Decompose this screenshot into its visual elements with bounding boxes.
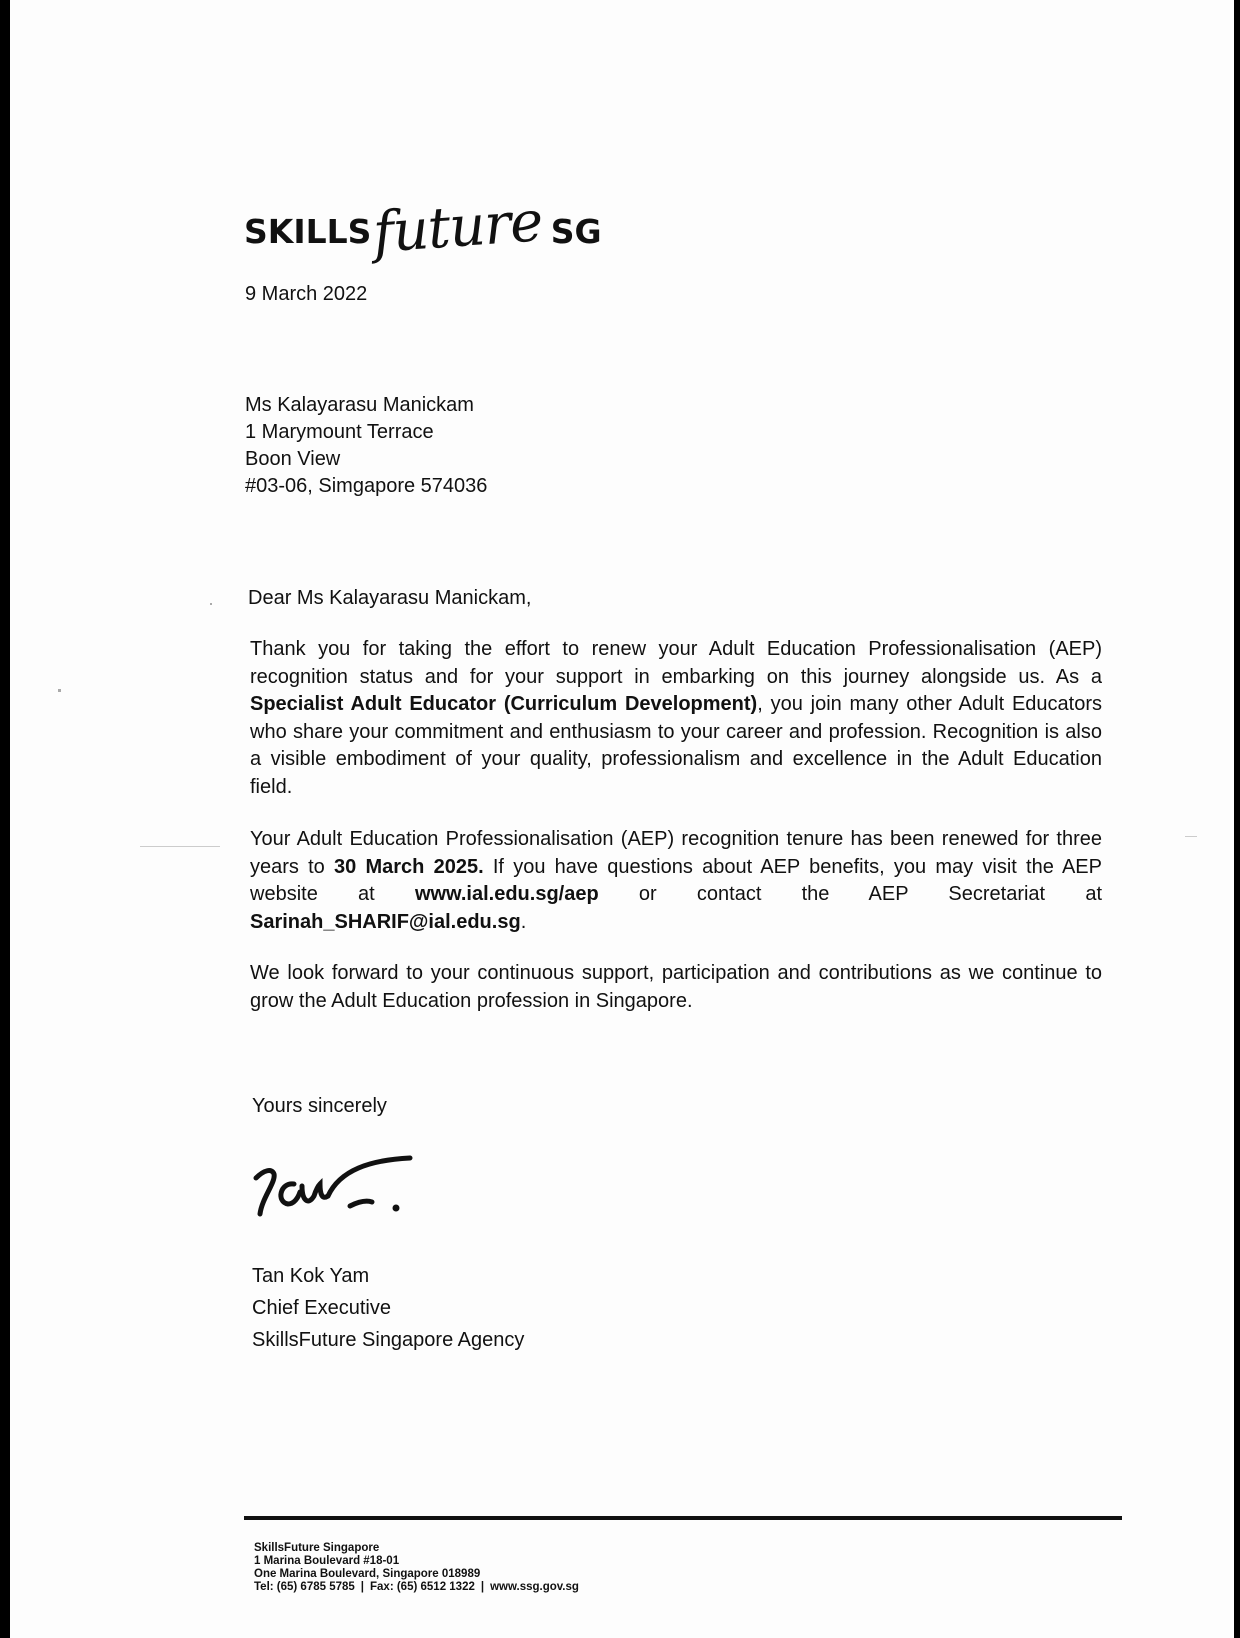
scan-speck	[1185, 836, 1197, 837]
signatory-block	[252, 1260, 524, 1356]
logo-skills-text: SKILLS	[244, 212, 372, 251]
salutation: Dear Ms Kalayarasu Manickam,	[248, 587, 532, 609]
p1-text-a: Thank you for taking the effort to renew your Adult Education Professionalisation (AEP) recognition status and for your support in embarking on this journey alongside us. As a	[250, 638, 1102, 688]
footer-separator: |	[480, 1581, 485, 1593]
footer-fax: Fax: (65) 6512 1322	[370, 1581, 475, 1593]
signatory-title: Chief Executive	[252, 1297, 391, 1319]
footer-address-line2: One Marina Boulevard, Singapore 018989	[254, 1568, 481, 1580]
p2-expiry-date: 30 March 2025.	[334, 855, 484, 878]
logo-sg-text: SG	[550, 212, 602, 251]
paragraph-closing: We look forward to your continuous support, participation and contributions as we continue to grow the Adult Education profession in Singapore.	[250, 962, 1102, 1012]
letterhead-footer	[254, 1542, 579, 1594]
logo-future-script: future	[371, 189, 545, 266]
aep-website-link[interactable]: www.ial.edu.sg/aep	[414, 883, 599, 905]
recipient-address-line3: #03-06, Simgapore 574036	[245, 475, 488, 497]
signatory-name: Tan Kok Yam	[252, 1265, 370, 1287]
footer-tel: Tel: (65) 6785 5785	[254, 1581, 355, 1593]
aep-secretariat-email-link[interactable]: Sarinah_SHARIF@ial.edu.sg	[250, 910, 521, 933]
p1-text-b: , you join many other Adult Educators who share your commitment and enthusiasm to your career and profession. Recognition is also a visible embodiment of your quality, professionalism and excellence in the Adult Education field.	[250, 693, 1102, 798]
recipient-address-line2: Boon View	[245, 448, 341, 470]
handwritten-signature	[250, 1140, 425, 1230]
p2-text-a: Your Adult Education Professionalisation (AEP) recognition tenure has been renewed for three years to	[250, 828, 1102, 878]
skillsfuture-sg-logo	[244, 176, 602, 266]
p2-text-b: If you have questions about AEP benefits, you may visit the AEP website at	[250, 855, 1102, 905]
p1-designation: Specialist Adult Educator (Curriculum Development)	[250, 693, 758, 715]
letter-date: 9 March 2022	[245, 283, 368, 305]
footer-divider	[244, 1516, 1122, 1520]
footer-org: SkillsFuture Singapore	[254, 1542, 380, 1554]
recipient-address	[245, 392, 487, 500]
letter-page	[10, 0, 1234, 1638]
signatory-organisation: SkillsFuture Singapore Agency	[252, 1329, 525, 1351]
scan-speck	[58, 689, 61, 692]
footer-contact-line	[254, 1581, 579, 1594]
paragraph-renewal-thanks	[250, 636, 1102, 801]
p2-text-d: .	[520, 910, 527, 933]
scan-speck	[210, 603, 212, 605]
paragraph-tenure	[250, 826, 1102, 936]
scan-speck	[140, 846, 220, 847]
closing-phrase: Yours sincerely	[252, 1095, 387, 1117]
recipient-address-line1: 1 Marymount Terrace	[245, 421, 434, 443]
footer-address-line1: 1 Marina Boulevard #18-01	[254, 1555, 400, 1567]
recipient-name: Ms Kalayarasu Manickam	[245, 394, 474, 416]
footer-website-link[interactable]: www.ssg.gov.sg	[490, 1581, 579, 1593]
p2-text-c: or contact the AEP Secretariat at	[598, 883, 1102, 905]
footer-separator: |	[360, 1581, 365, 1593]
